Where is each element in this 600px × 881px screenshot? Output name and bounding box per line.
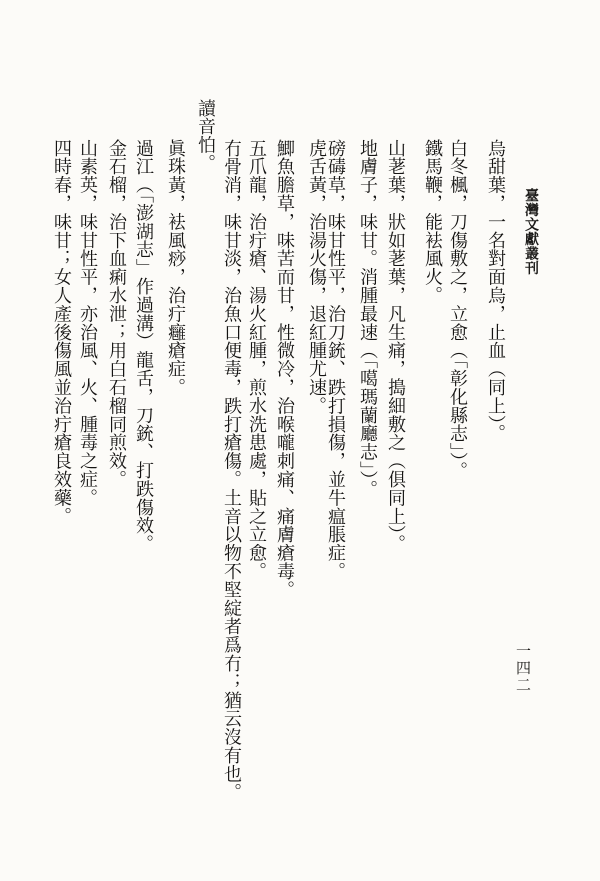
series-title: 臺灣文獻叢刊 [523,188,538,275]
text-column: 金石榴，治下血痢水泄；用白石榴同煎效。 [107,139,127,489]
text-column: 眞珠黃，袪風痧，治疔癰瘡症。 [166,139,186,397]
text-column: 白冬楓，刀傷敷之，立愈（「彰化縣志」）。 [448,139,468,480]
text-column: 鯽魚膽草，味苦而甘，性微冷，治喉嚨刺痛、痛膚瘡毒。 [275,139,295,599]
text-column: 讀音怕。 [196,99,216,173]
text-column: 冇骨消，味甘淡，治魚口便毒，跌打瘡傷。土音以物不堅綻者爲冇；猶云沒有也。 [222,139,242,802]
text-column: 烏甜葉，一名對面烏，止血（同上）。 [486,139,506,443]
text-column: 山荖葉，狀如荖葉，凡生痛，搗細敷之（俱同上）。 [386,139,406,554]
text-column: 五爪龍，治疔瘡、湯火紅腫，煎水洗患處，貼之立愈。 [247,139,267,581]
page-number: 一四二 [514,643,530,694]
text-column: 地膚子，味甘。消腫最速（「噶瑪蘭廳志」）。 [358,139,378,499]
text-column: 虎舌黃，治湯火傷，退紅腫尤速。 [307,139,327,415]
text-column: 四時春，味甘；女人產後傷風並治疔瘡良效藥。 [52,139,72,526]
text-column: 過江（「澎湖志」作過溝）龍舌，刀銃、打跌傷效。 [134,139,154,554]
text-column: 磅碡草，味甘性平，治刀銃、跌打損傷，並牛瘟脹症。 [326,139,346,581]
text-column: 山素英，味甘性平，亦治風、火、腫毒之症。 [78,139,98,507]
text-column: 鐵馬鞭，能袪風火。 [423,139,443,305]
